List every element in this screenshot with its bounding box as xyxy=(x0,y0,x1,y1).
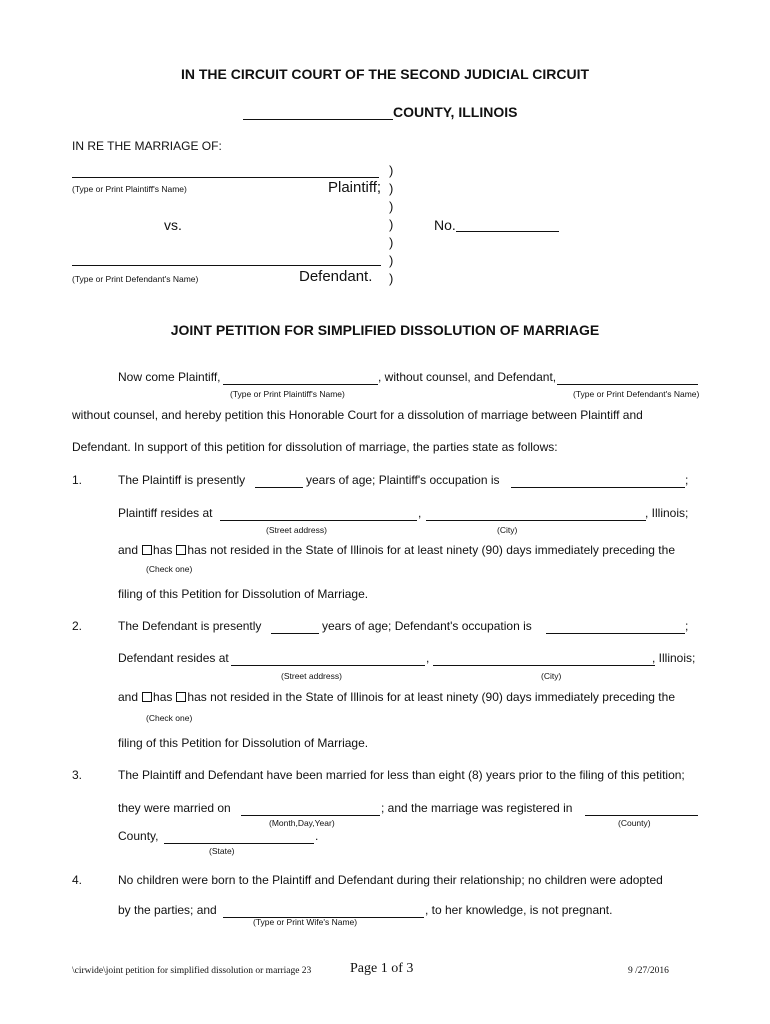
defendant-comma: , xyxy=(426,651,430,665)
defendant-has-not-checkbox[interactable] xyxy=(176,692,186,702)
item-1-number: 1. xyxy=(72,473,83,487)
married-on-text: they were married on xyxy=(118,801,231,815)
vs-label: vs. xyxy=(164,217,182,233)
defendant-city-blank[interactable] xyxy=(433,665,655,666)
item-2-semicolon: ; xyxy=(685,619,689,633)
plaintiff-filing-text: filing of this Petition for Dissolution of Marriage. xyxy=(118,587,369,601)
item-1-residency-line xyxy=(118,543,675,557)
county-text: County, xyxy=(118,829,159,843)
intro-defendant-blank[interactable] xyxy=(557,384,698,385)
court-heading: IN THE CIRCUIT COURT OF THE SECOND JUDICIAL CIRCUIT xyxy=(180,66,590,82)
item-4-line-1: No children were born to the Plaintiff and Defendant during their relationship; no children were adopted xyxy=(118,873,663,887)
wife-name-hint: (Type or Print Wife's Name) xyxy=(253,917,358,927)
plaintiff-illinois: , Illinois; xyxy=(645,506,689,520)
plaintiff-city-blank[interactable] xyxy=(426,520,646,521)
item-1-semicolon: ; xyxy=(685,473,689,487)
paren-1: ) xyxy=(389,163,394,178)
plaintiff-occupation-blank[interactable] xyxy=(511,487,685,488)
has-not-text: has not resided in the State of Illinois for at least ninety (90) days immediately preceding the xyxy=(187,690,675,704)
defendant-city-hint: (City) xyxy=(541,671,562,681)
paren-6: ) xyxy=(389,253,394,268)
registration-state-blank[interactable] xyxy=(164,843,314,844)
defendant-check-one-hint: (Check one) xyxy=(146,713,193,723)
footer-date: 9 /27/2016 xyxy=(628,966,669,976)
defendant-name-blank[interactable] xyxy=(72,265,381,266)
plaintiff-check-one-hint: (Check one) xyxy=(146,564,193,574)
item-4-number: 4. xyxy=(72,873,83,887)
paren-3: ) xyxy=(389,199,394,214)
has-text: has xyxy=(153,690,173,704)
plaintiff-resides-text: Plaintiff resides at xyxy=(118,506,213,520)
plaintiff-name-hint: (Type or Print Plaintiff's Name) xyxy=(72,184,187,194)
in-re-label: IN RE THE MARRIAGE OF: xyxy=(72,139,222,153)
defendant-occupation-blank[interactable] xyxy=(546,633,685,634)
and-text: and xyxy=(118,543,139,557)
plaintiff-comma: , xyxy=(418,506,422,520)
by-parties-text: by the parties; and xyxy=(118,903,217,917)
item-2-number: 2. xyxy=(72,619,83,633)
paren-7: ) xyxy=(389,271,394,286)
now-come-text: Now come Plaintiff, xyxy=(118,370,221,384)
marriage-date-hint: (Month,Day,Year) xyxy=(269,818,335,828)
defendant-label: Defendant. xyxy=(299,268,373,285)
registration-state-hint: (State) xyxy=(209,846,235,856)
item-3-line-1: The Plaintiff and Defendant have been married for less than eight (8) years prior to the filing of this petition; xyxy=(118,768,685,782)
defendant-illinois: , Illinois; xyxy=(652,651,696,665)
county-blank[interactable] xyxy=(243,119,393,120)
item-2-age-text: The Defendant is presently xyxy=(118,619,262,633)
intro-plaintiff-hint: (Type or Print Plaintiff's Name) xyxy=(230,389,345,399)
paren-4: ) xyxy=(389,217,394,232)
footer-file-path: \cirwide\joint petition for simplified dissolution or marriage 23 xyxy=(72,966,312,976)
case-number-blank[interactable] xyxy=(456,231,559,232)
plaintiff-has-checkbox[interactable] xyxy=(142,545,152,555)
item-1-occupation-text: years of age; Plaintiff's occupation is xyxy=(306,473,500,487)
marriage-date-blank[interactable] xyxy=(241,815,380,816)
plaintiff-has-not-checkbox[interactable] xyxy=(176,545,186,555)
defendant-has-checkbox[interactable] xyxy=(142,692,152,702)
plaintiff-name-blank[interactable] xyxy=(72,177,379,178)
defendant-street-blank[interactable] xyxy=(231,665,425,666)
plaintiff-street-hint: (Street address) xyxy=(266,525,327,535)
document-title: JOINT PETITION FOR SIMPLIFIED DISSOLUTION OF MARRIAGE xyxy=(170,322,600,338)
county-period: . xyxy=(315,829,319,843)
defendant-age-blank[interactable] xyxy=(271,633,319,634)
plaintiff-label: Plaintiff; xyxy=(328,179,382,196)
item-2-residency-line xyxy=(118,690,675,704)
paren-2: ) xyxy=(389,181,394,196)
knowledge-text: , to her knowledge, is not pregnant. xyxy=(425,903,613,917)
item-2-occupation-text: years of age; Defendant's occupation is xyxy=(322,619,532,633)
defendant-resides-text: Defendant resides at xyxy=(118,651,229,665)
intro-line-3: Defendant. In support of this petition for dissolution of marriage, the parties state as follows: xyxy=(72,440,558,454)
has-text: has xyxy=(153,543,173,557)
intro-plaintiff-blank[interactable] xyxy=(223,384,378,385)
registration-county-blank[interactable] xyxy=(585,815,698,816)
county-heading: COUNTY, ILLINOIS xyxy=(393,104,518,120)
has-not-text: has not resided in the State of Illinois for at least ninety (90) days immediately preceding the xyxy=(187,543,675,557)
defendant-filing-text: filing of this Petition for Dissolution of Marriage. xyxy=(118,736,369,750)
registration-county-hint: (County) xyxy=(618,818,651,828)
intro-defendant-hint: (Type or Print Defendant's Name) xyxy=(573,389,700,399)
and-text: and xyxy=(118,690,139,704)
without-counsel-def-text: , without counsel, and Defendant, xyxy=(378,370,557,384)
plaintiff-city-hint: (City) xyxy=(497,525,518,535)
item-3-number: 3. xyxy=(72,768,83,782)
footer-page-number: Page 1 of 3 xyxy=(350,961,414,976)
registered-in-text: ; and the marriage was registered in xyxy=(381,801,573,815)
plaintiff-street-blank[interactable] xyxy=(220,520,417,521)
plaintiff-age-blank[interactable] xyxy=(255,487,303,488)
intro-line-2: without counsel, and hereby petition this Honorable Court for a dissolution of marriage between Plaintiff and xyxy=(72,408,643,422)
defendant-name-hint: (Type or Print Defendant's Name) xyxy=(72,274,199,284)
paren-5: ) xyxy=(389,235,394,250)
defendant-street-hint: (Street address) xyxy=(281,671,342,681)
item-1-age-text: The Plaintiff is presently xyxy=(118,473,246,487)
case-number-label: No. xyxy=(434,217,456,233)
